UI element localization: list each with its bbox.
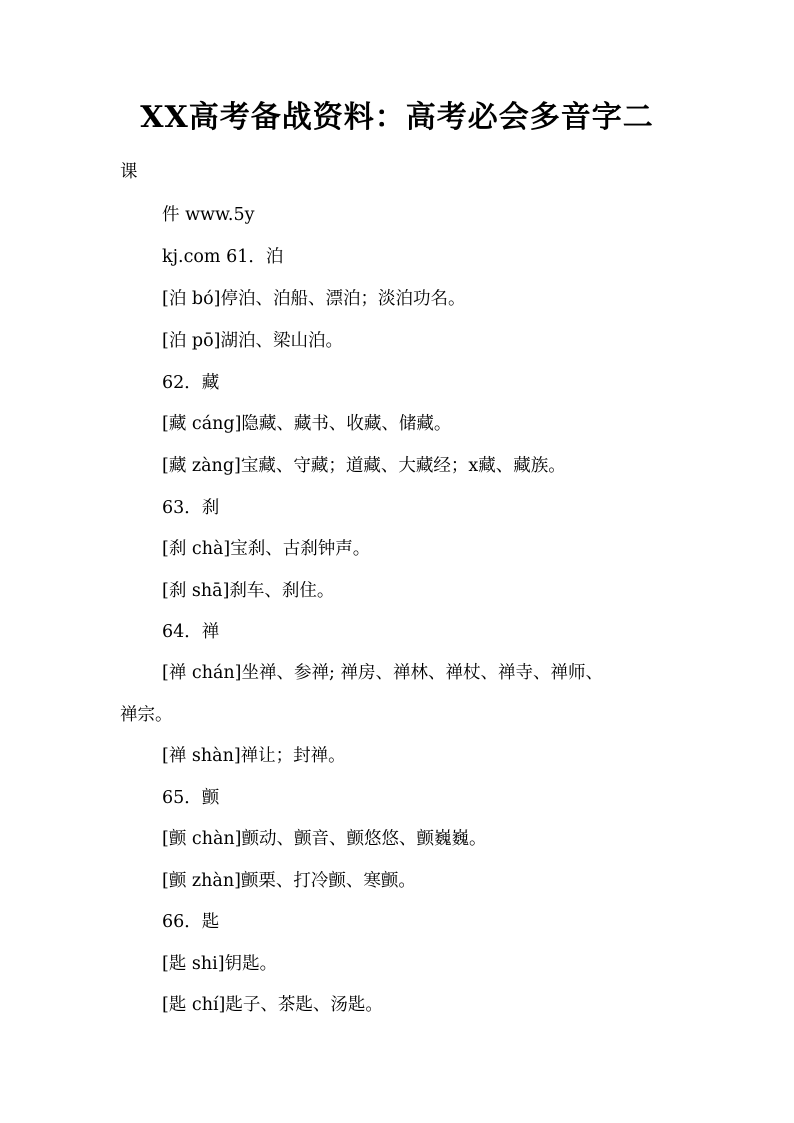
text-line: [藏 cáng]隐藏、藏书、收藏、储藏。 xyxy=(162,414,452,434)
text-line: [禅 shàn]禅让；封禅。 xyxy=(162,746,346,766)
text-line: 课 xyxy=(120,162,138,182)
text-line: [颤 zhàn]颤栗、打冷颤、寒颤。 xyxy=(162,871,416,891)
text-line: 64．禅 xyxy=(162,622,220,642)
text-line: [禅 chán]坐禅、参禅; 禅房、禅林、禅杖、禅寺、禅师、 xyxy=(162,663,603,683)
text-line: 禅宗。 xyxy=(120,705,173,725)
text-line: 件 www.5y xyxy=(162,205,255,225)
text-line: [泊 bó]停泊、泊船、漂泊；淡泊功名。 xyxy=(162,289,466,309)
text-line: [匙 shi]钥匙。 xyxy=(162,954,278,974)
text-line: [藏 zàng]宝藏、守藏；道藏、大藏经；x藏、藏族。 xyxy=(162,456,566,476)
text-line: 65．颤 xyxy=(162,788,220,808)
text-line: [颤 chàn]颤动、颤音、颤悠悠、颤巍巍。 xyxy=(162,829,487,849)
text-line: [泊 pō]湖泊、梁山泊。 xyxy=(162,331,343,351)
text-line: 62．藏 xyxy=(162,373,220,393)
text-line: kj.com 61．泊 xyxy=(162,247,284,267)
text-line: [刹 shā]刹车、刹住。 xyxy=(162,581,335,601)
text-line: 63．刹 xyxy=(162,498,220,518)
text-line: [匙 chí]匙子、茶匙、汤匙。 xyxy=(162,995,383,1015)
text-line: 66．匙 xyxy=(162,912,220,932)
text-line: [刹 chà]宝刹、古刹钟声。 xyxy=(162,539,371,559)
document-title: XX高考备战资料：高考必会多音字二 xyxy=(140,100,654,135)
